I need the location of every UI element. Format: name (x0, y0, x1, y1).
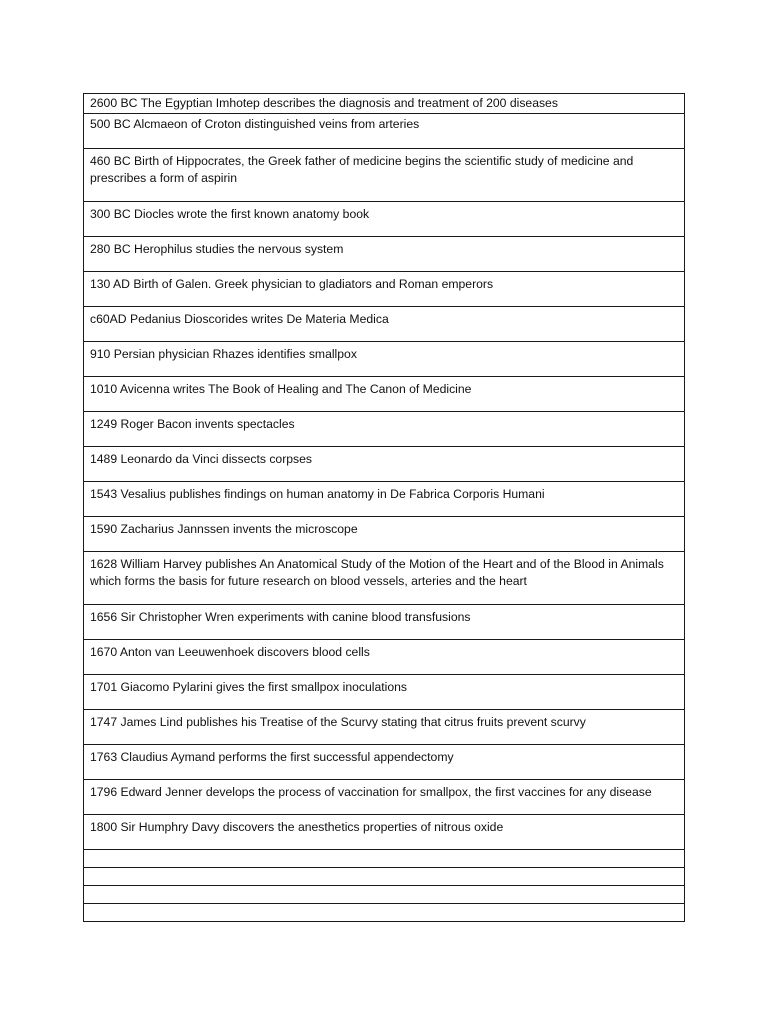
timeline-entry: 300 BC Diocles wrote the first known anatomy book (84, 201, 685, 236)
timeline-entry: 1489 Leonardo da Vinci dissects corpses (84, 446, 685, 481)
timeline-entry-empty (84, 885, 685, 903)
timeline-entry: 1590 Zacharius Jannssen invents the microscope (84, 516, 685, 551)
table-row (84, 306, 685, 341)
timeline-entry-empty (84, 849, 685, 867)
timeline-entry: 130 AD Birth of Galen. Greek physician to gladiators and Roman emperors (84, 271, 685, 306)
timeline-entry: 1800 Sir Humphry Davy discovers the anesthetics properties of nitrous oxide (84, 814, 685, 849)
timeline-entry: 1701 Giacomo Pylarini gives the first smallpox inoculations (84, 674, 685, 709)
timeline-entry-empty (84, 903, 685, 921)
table-row (84, 376, 685, 411)
medical-history-timeline-table (83, 93, 685, 922)
table-row (84, 201, 685, 236)
table-row (84, 744, 685, 779)
table-row (84, 885, 685, 903)
timeline-entry-empty (84, 867, 685, 885)
timeline-entry: 500 BC Alcmaeon of Croton distinguished veins from arteries (84, 113, 685, 148)
table-row (84, 779, 685, 814)
timeline-entry: 1796 Edward Jenner develops the process of vaccination for smallpox, the first vaccines for any disease (84, 779, 685, 814)
timeline-entry: 2600 BC The Egyptian Imhotep describes the diagnosis and treatment of 200 diseases (84, 94, 685, 114)
table-row (84, 867, 685, 885)
timeline-entry: 1249 Roger Bacon invents spectacles (84, 411, 685, 446)
table-row (84, 903, 685, 921)
table-row (84, 674, 685, 709)
timeline-entry: 1763 Claudius Aymand performs the first successful appendectomy (84, 744, 685, 779)
table-row (84, 411, 685, 446)
timeline-entry: 1670 Anton van Leeuwenhoek discovers blood cells (84, 639, 685, 674)
table-row (84, 236, 685, 271)
timeline-entry: 1747 James Lind publishes his Treatise of the Scurvy stating that citrus fruits prevent scurvy (84, 709, 685, 744)
table-row (84, 604, 685, 639)
timeline-entry: 1010 Avicenna writes The Book of Healing and The Canon of Medicine (84, 376, 685, 411)
timeline-entry: 280 BC Herophilus studies the nervous system (84, 236, 685, 271)
table-row (84, 481, 685, 516)
table-row (84, 639, 685, 674)
timeline-entry: 910 Persian physician Rhazes identifies smallpox (84, 341, 685, 376)
table-row (84, 551, 685, 604)
timeline-entry: 1656 Sir Christopher Wren experiments with canine blood transfusions (84, 604, 685, 639)
table-row (84, 516, 685, 551)
table-row (84, 341, 685, 376)
table-row (84, 148, 685, 201)
table-row (84, 446, 685, 481)
table-row (84, 271, 685, 306)
table-row (84, 814, 685, 849)
table-row (84, 94, 685, 114)
timeline-entry: 1628 William Harvey publishes An Anatomical Study of the Motion of the Heart and of the Blood in Animals which forms the basis for future research on blood vessels, arteries and the heart (84, 551, 685, 604)
table-row (84, 709, 685, 744)
table-row (84, 849, 685, 867)
timeline-entry: 460 BC Birth of Hippocrates, the Greek father of medicine begins the scientific study of medicine and prescribes a form of aspirin (84, 148, 685, 201)
table-row (84, 113, 685, 148)
timeline-entry: c60AD Pedanius Dioscorides writes De Materia Medica (84, 306, 685, 341)
timeline-entry: 1543 Vesalius publishes findings on human anatomy in De Fabrica Corporis Humani (84, 481, 685, 516)
